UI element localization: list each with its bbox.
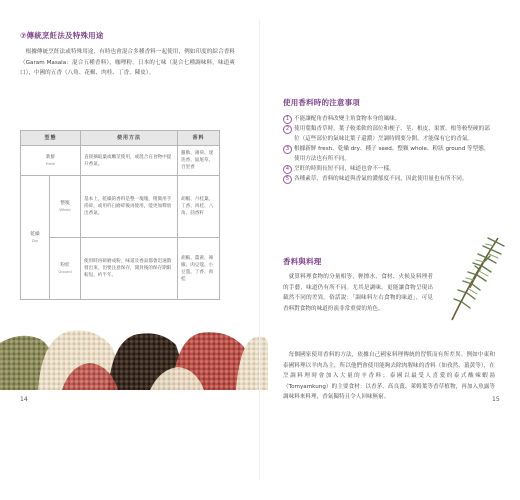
cooking-paragraph-1: 就算料理食物的分量相等，輕擦水、食材、火候及料理者的手藝，味道仍有所不同。尤其是調味，更能讓食物呈現出截然不同的差異。俗話說：「調味料左右食物的味道」，可見香料對食物的味道扮演非常重要的角色。 <box>283 274 433 312</box>
list-item: 3 根據新鮮 fresh、乾燥 dry、種子 seed、整顆 whole、粉狀 ground 等型態，使用方法也有所不同。 <box>283 144 493 164</box>
traditional-paragraph: 根據傳統烹飪法或特殊用途，有時也會混合多種香料一起使用，例如印度的綜合香料（Garam Masala：混合五種香料），咖哩粉，日本的七味（混合七種調味料，味道爽口），中國的五香（八角、花椒、肉桂、丁香、陳皮）。 <box>20 49 235 76</box>
table-cell-method: 基本上，乾燥的香料是整一塊塊，稍微用手搓碎，或用杵臼磨碎後再使用，能更加釋放出香氣。 <box>81 176 178 238</box>
table-cell-group: 乾燥 Dry <box>21 176 50 300</box>
notes-list <box>283 114 493 184</box>
list-item: 1 不能讓配角香料改變主角食物本身的風味。 <box>283 114 493 124</box>
table-cell-category: 新鮮 Fresh <box>21 146 81 176</box>
table-cell-examples: 胡椒、月桂葉、丁香、肉桂、八角、茴香籽 <box>178 176 220 238</box>
cooking-paragraph-2: 每個國家使用香料的方法，依據自己國家料理傳統的習慣而有所差異。例如中東和泰國料理以羊肉為主，所以他們會使用能夠去除肉腥味的香料（如孜然、薑黃等），在烹調料理時會加入大量的辛香料；泰國以最受人喜愛的泰式酸辣蝦湯（Tomyamkung）的主要食材：以香茅、高良薑、萊姆葉等香草植物，再加入魚露等調味料來料理，香氣獨特且令人回味無窮。 <box>283 352 495 400</box>
table-header: 香料 <box>178 131 220 146</box>
spice-usage-table <box>20 130 220 300</box>
table-header: 使用方法 <box>81 131 178 146</box>
spice-piles-photo <box>0 325 268 390</box>
table-cell-method: 直接摘取葉或嫩莖使用，或混合在食物中提升香氣。 <box>81 146 178 176</box>
table-row <box>21 238 220 300</box>
table-cell-category: 粉狀 Ground <box>50 238 81 300</box>
table-cell-category: 整塊 Whole <box>50 176 81 238</box>
list-item: 2 使用葉類香草時，葉子較柔軟的部位和梗子、莖、根皮、果實、根等較堅硬的部位（這些部位的氣味比葉子還濃）烹調時間要分開，才能保有它的香氣。 <box>283 124 493 144</box>
table-header: 型態 <box>21 131 81 146</box>
section-title-notes: 使用香料時的注意事項 <box>283 98 360 107</box>
section-title-cooking: 香料與料理 <box>283 257 322 266</box>
list-item: 4 烹飪的時間長短不同，味道也會不一樣。 <box>283 164 493 174</box>
table-cell-method: 使用時再研磨成粉，味道及香氣都會迅速散發出來，但要注意保存，開封後的保存期限較短，約半年。 <box>81 238 178 300</box>
table-cell-examples: 羅勒、薄荷、迷迭香、鼠尾草、百里香 <box>178 146 220 176</box>
rosemary-photo <box>440 232 510 324</box>
page-number-left: 14 <box>20 396 28 403</box>
table-row <box>21 146 220 176</box>
table-header-row <box>21 131 220 146</box>
page-number-right: 15 <box>492 396 500 403</box>
section-title-traditional: ⑦傳統烹飪法及特殊用途 <box>20 31 104 40</box>
list-item: 5 各種素草、香料的味道與香氣的濃郁度不同，因此使用量也有所不同。 <box>283 174 493 184</box>
table-row <box>21 176 220 238</box>
table-cell-examples: 胡椒、薑黃、辣椒、肉豆蔻、小豆蔻、丁香、肉桂 <box>178 238 220 300</box>
